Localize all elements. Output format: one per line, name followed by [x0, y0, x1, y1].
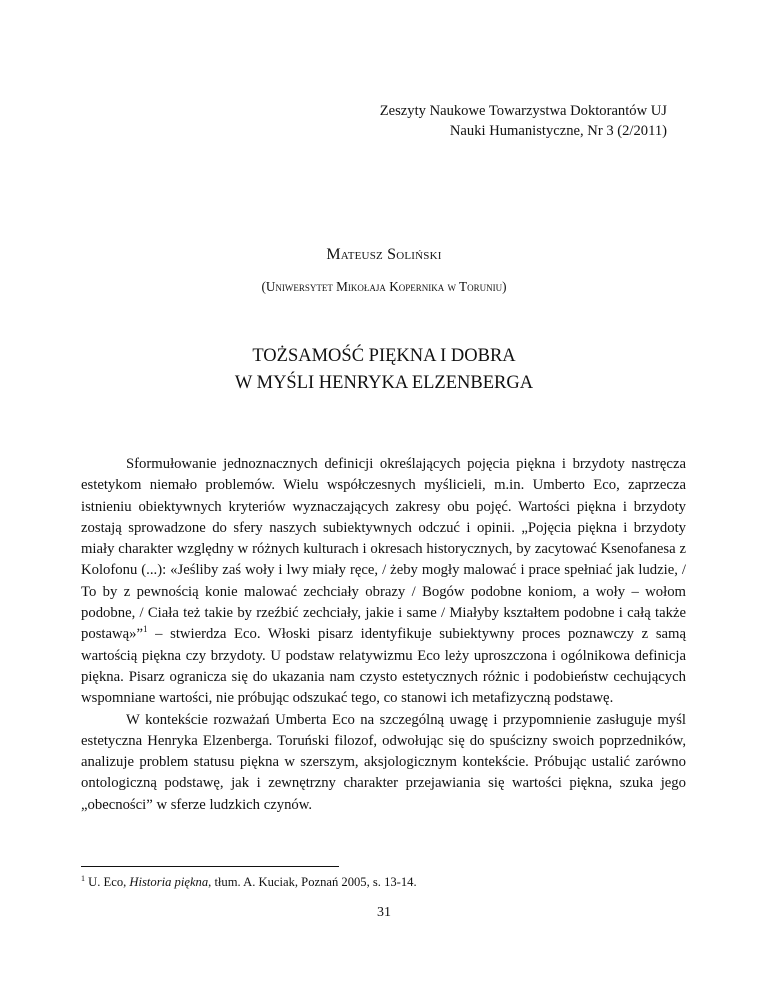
journal-issue: Nauki Humanistyczne, Nr 3 (2/2011) — [449, 123, 667, 139]
article-body — [81, 454, 686, 816]
footnote — [81, 874, 417, 890]
author-name: Mateusz Soliński — [326, 246, 442, 263]
title-line-1: TOŻSAMOŚĆ PIĘKNA I DOBRA — [252, 346, 516, 366]
footnote-text: U. Eco, — [85, 875, 130, 890]
journal-name: Zeszyty Naukowe Towarzystwa Doktorantów UJ — [379, 103, 667, 119]
footnote-reference: 1 — [143, 624, 148, 635]
footnote-book-title: Historia piękna — [129, 875, 209, 890]
article-title — [0, 343, 768, 397]
footnote-number: 1 — [81, 874, 85, 883]
page-number: 31 — [377, 905, 391, 920]
paragraph-1 — [81, 454, 686, 710]
title-line-2: W MYŚLI HENRYKA ELZENBERGA — [234, 373, 534, 393]
footnote-text-end: , tłum. A. Kuciak, Poznań 2005, s. 13-14. — [208, 875, 417, 890]
footnote-separator — [81, 866, 339, 867]
paragraph-1-text-continued: – stwierdza Eco. Włoski pisarz identyfikuje subiektywny proces poznawczy z samą wartością piękna czy brzydoty. U podstaw relatywizmu Eco leży uproszczona i ogólnikowa definicja piękna. Pisarz ogranicza się do ukazania nam czysto estetycznych różnic i podobieństw cechujących wspomniane wartości, nie próbując odszukać tego, co stanowi ich metafizyczną podstawę. — [81, 626, 686, 707]
paragraph-1-text: Sformułowanie jednoznacznych definicji określających pojęcia piękna i brzydoty nastręcza estetykom niemało problemów. Wielu współczesnych myślicieli, m.in. Umberto Eco, zaprzecza istnieniu obiektywnych kryteriów wyznaczających zakresy obu pojęć. Wartości piękna i brzydoty zostają sprowadzone do sfery naszych subiektywnych odczuć i opinii. „Pojęcia piękna i brzydoty miały charakter względny w różnych kulturach i okresach historycznych, by zacytować Ksenofanesa z Kolofonu (...): «Jeśliby zaś woły i lwy miały ręce, / żeby mogły malować i prace spełniać jak ludzie, / To by z pewnością konie malować zechciały obrazy / Bogów podobne koniom, a woły – wołom podobne, / Ciała też takie by rzeźbić zechciały, jakie i same / Miałyby kształtem podobne i całą także postawą»” — [81, 456, 686, 643]
author-affiliation: (Uniwersytet Mikołaja Kopernika w Toruniu) — [261, 279, 507, 294]
paragraph-2: W kontekście rozważań Umberta Eco na szczególną uwagę i przypomnienie zasługuje myśl estetyczna Henryka Elzenberga. Toruński filozof, odwołując się do spuścizny swoich poprzedników, analizuje problem statusu piękna w szerszym, aksjologicznym kontekście. Próbując ustalić zarówno ontologiczną podstawę, jak i zewnętrzny charakter przejawiania się wartości piękna, szuka jego „obecności” w sferze ludzkich czynów. — [81, 711, 686, 813]
running-header — [380, 101, 667, 141]
